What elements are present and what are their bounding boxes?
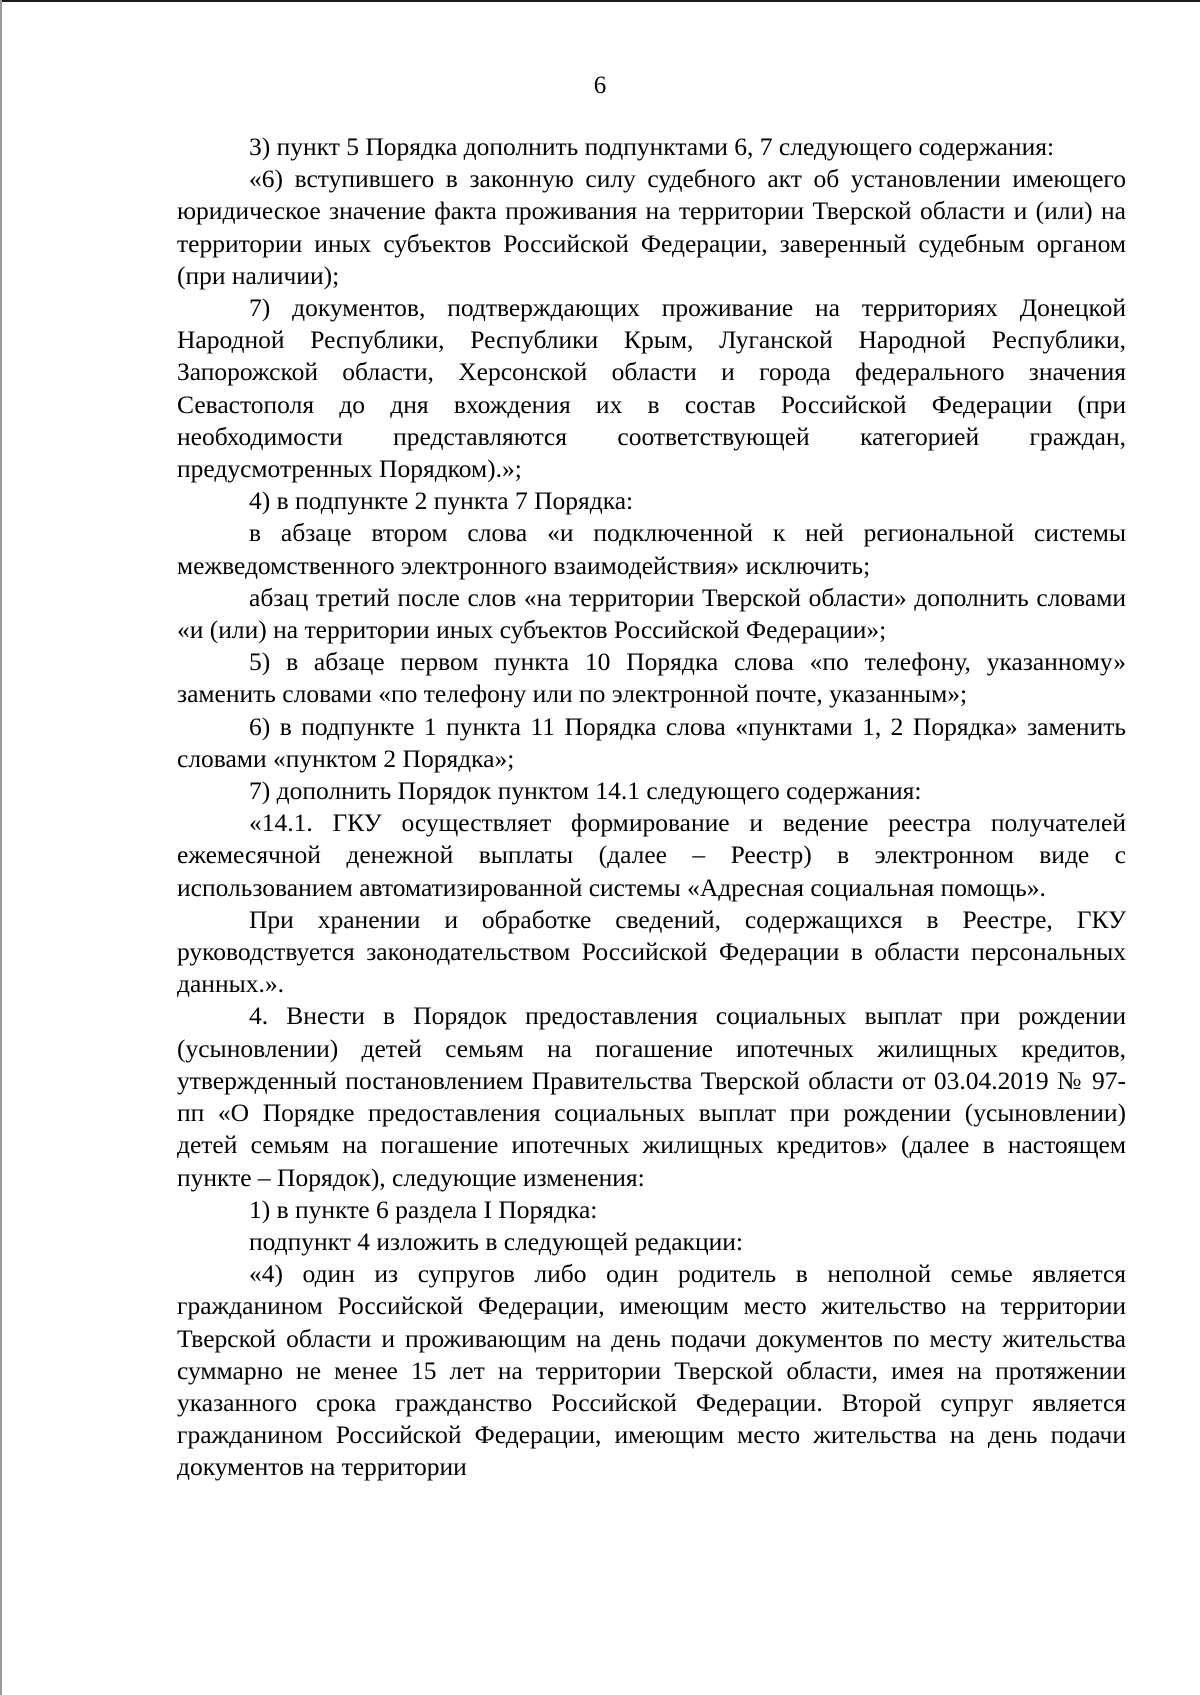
- paragraph-15: «4) один из супругов либо один родитель в неполной семье является гражданином Российской Федерации, имеющим место жительство на территории Тверской области и проживающим на день подачи документов по месту жительства суммарно не менее 15 лет на территории Тверской области, имея на протяжении указанного срока гражданство Российской Федерации. Второй супруг является гражданином Российской Федерации, имеющим место жительства на день подачи документов на территории: [177, 1259, 1126, 1482]
- paragraph-14: подпункт 4 изложить в следующей редакции:: [249, 1226, 743, 1256]
- paragraph-13: 1) в пункте 6 раздела I Порядка:: [249, 1194, 598, 1224]
- paragraph-11: При хранении и обработке сведений, содержащихся в Реестре, ГКУ руководствуется законодательством Российской Федерации в области персональных данных.».: [177, 904, 1126, 999]
- paragraph-10: «14.1. ГКУ осуществляет формирование и ведение реестра получателей ежемесячной денежной выплаты (далее – Реестр) в электронном виде с использованием автоматизированной системы «Адресная социальная помощь».: [177, 808, 1126, 902]
- paragraph-4: 4) в подпункте 2 пункта 7 Порядка:: [249, 486, 634, 516]
- page-number: 6: [593, 72, 607, 99]
- page-top-edge: [0, 0, 1200, 2]
- paragraph-9: 7) дополнить Порядок пунктом 14.1 следующего содержания:: [249, 776, 922, 806]
- paragraph-3: 7) документов, подтверждающих проживание на территориях Донецкой Народной Республики, Республики Крым, Луганской Народной Республики, Запорожской области, Херсонской области и города федерального значения Севастополя до дня вхождения их в состав Российской Федерации (при необходимости представляются соответствующей категорией граждан, предусмотренных Порядком).»;: [177, 293, 1126, 484]
- paragraph-6: абзац третий после слов «на территории Тверской области» дополнить словами «и (или) на территории иных субъектов Российской Федерации»;: [177, 582, 1126, 645]
- paragraph-5: в абзаце втором слова «и подключенной к ней региональной системы межведомственного электронного взаимодействия» исключить;: [177, 518, 1126, 580]
- paragraph-8: 6) в подпункте 1 пункта 11 Порядка слова «пунктами 1, 2 Порядка» заменить словами «пунктом 2 Порядка»;: [177, 711, 1126, 773]
- paragraph-1: 3) пункт 5 Порядка дополнить подпунктами 6, 7 следующего содержания:: [249, 132, 1055, 161]
- document-body: [177, 131, 1126, 1484]
- paragraph-7: 5) в абзаце первом пункта 10 Порядка слова «по телефону, указанному» заменить словами «по телефону или по электронной почте, указанным»;: [177, 647, 1126, 709]
- paragraph-2: «6) вступившего в законную силу судебного акт об установлении имеющего юридическое значение факта проживания на территории Тверской области и (или) на территории иных субъектов Российской Федерации, заверенный судебным органом (при наличии);: [177, 164, 1126, 290]
- page-left-edge: [0, 0, 2, 1695]
- paragraph-12: 4. Внести в Порядок предоставления социальных выплат при рождении (усыновлении) детей семьям на погашение ипотечных жилищных кредитов, утвержденный постановлением Правительства Тверской области от 03.04.2019 № 97-пп «О Порядке предоставления социальных выплат при рождении (усыновлении) детей семьям на погашение ипотечных жилищных кредитов» (далее в настоящем пункте – Порядок), следующие изменения:: [177, 1001, 1126, 1192]
